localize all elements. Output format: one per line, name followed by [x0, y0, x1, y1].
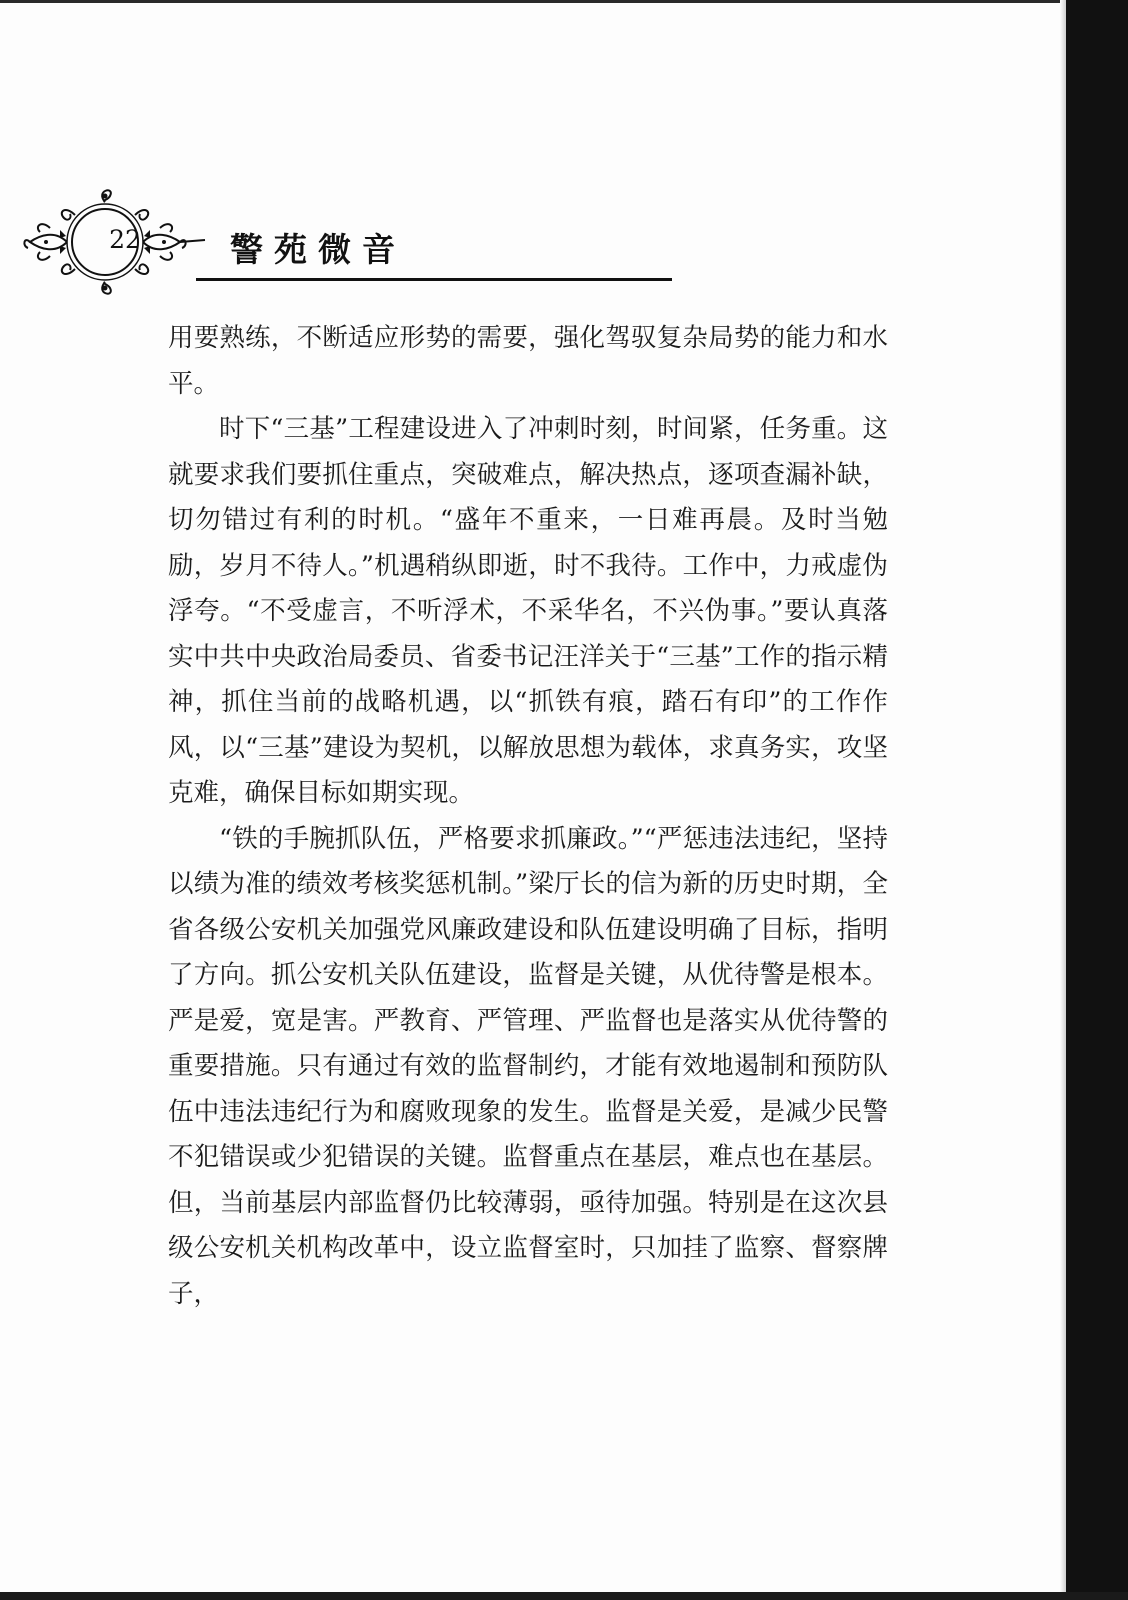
page-header	[20, 180, 660, 310]
paragraph-3: “铁的手腕抓队伍，严格要求抓廉政。”“严惩违法违纪，坚持以绩为准的绩效考核奖惩机制。”梁厅长的信为新的历史时期，全省各级公安机关加强党风廉政建设和队伍建设明确了目标，指明了方向。抓公安机关队伍建设，监督是关键，从优待警是根本。严是爱，宽是害。严教育、严管理、严监督也是落实从优待警的重要措施。只有通过有效的监督制约，才能有效地遏制和预防队伍中违法违纪行为和腐败现象的发生。监督是关爱，是减少民警不犯错误或少犯错误的关键。监督重点在基层，难点也在基层。但，当前基层内部监督仍比较薄弱，亟待加强。特别是在这次县级公安机关机构改革中，设立监督室时，只加挂了监察、督察牌子，	[168, 823, 888, 1309]
paragraph-1: 用要熟练，不断适应形势的需要，强化驾驭复杂局势的能力和水平。	[168, 323, 888, 399]
scan-right-edge	[1066, 0, 1128, 1600]
paragraph-2: 时下“三基”工程建设进入了冲刺时刻，时间紧，任务重。这就要求我们要抓住重点，突破难点，解决热点，逐项查漏补缺，切勿错过有利的时机。“盛年不重来，一日难再晨。及时当勉励，岁月不待人。”机遇稍纵即逝，时不我待。工作中，力戒虚伪浮夸。“不受虚言，不听浮术，不采华名，不兴伪事。”要认真落实中共中央政治局委员、省委书记汪洋关于“三基”工作的指示精神，抓住当前的战略机遇，以“抓铁有痕，踏石有印”的工作作风，以“三基”建设为契机，以解放思想为载体，求真务实，攻坚克难，确保目标如期实现。	[168, 414, 888, 808]
body-text	[168, 316, 888, 1317]
header-rule	[196, 278, 672, 281]
page-number: 22	[109, 225, 141, 254]
running-title: 警苑微音	[230, 230, 406, 269]
scan-top-edge	[0, 0, 1128, 3]
scan-bottom-edge	[0, 1592, 1128, 1600]
